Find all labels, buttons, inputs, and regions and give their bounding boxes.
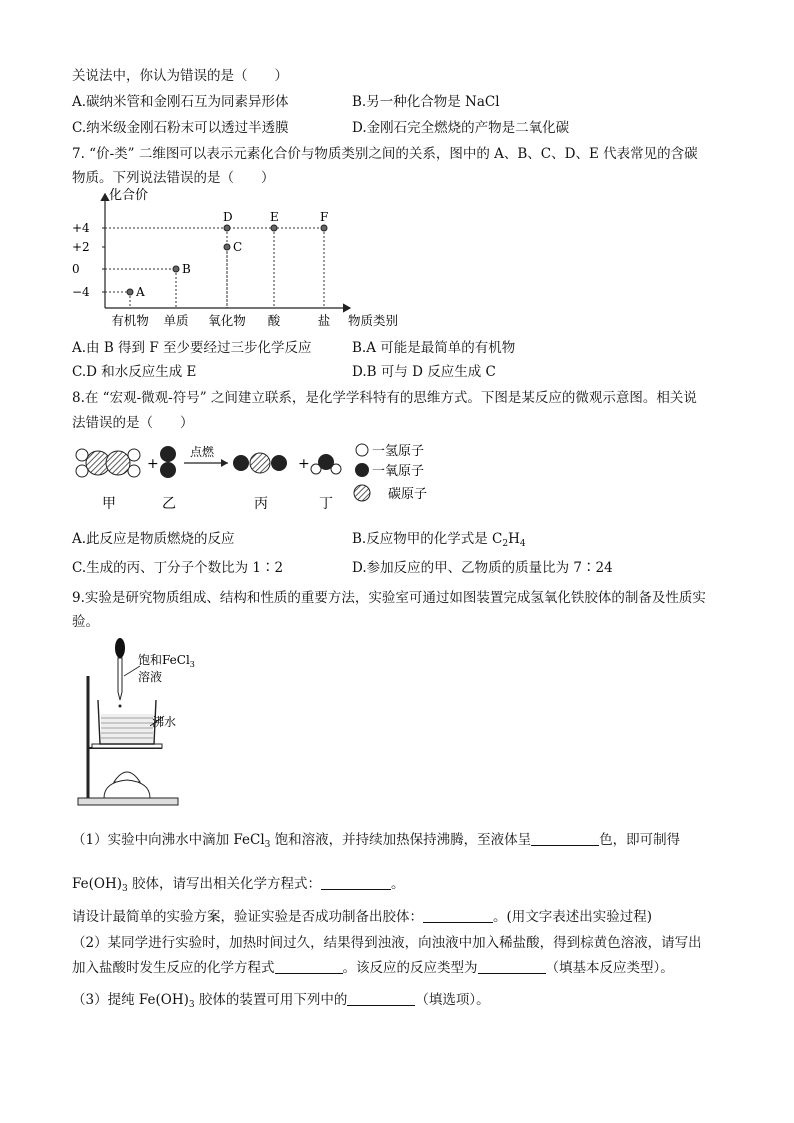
label-boiling-water: 沸水 [152, 715, 177, 729]
q7-option-b: B.A 可能是最简单的有机物 [352, 340, 516, 356]
q8-option-b: B.反应物甲的化学式是 $C_2H_4$ [352, 531, 526, 549]
q9-sub1-line2: $Fe(OH)_3$ 胶体，请写出相关化学方程式： 。 [72, 876, 405, 894]
label-fecl3: 饱和FeCl$_3$ [138, 653, 195, 669]
q7-option-d: D.B 可与 D 反应生成 C [352, 364, 496, 380]
answer-blank-verify[interactable] [423, 908, 493, 923]
q7-option-c: C.D 和水反应生成 E [72, 364, 197, 380]
molecule-bing [233, 453, 287, 473]
q9-stem-line2: 验。 [72, 614, 99, 630]
dropper-bulb [115, 638, 125, 658]
legend-hydrogen: 一氢原子 [372, 444, 425, 459]
q8-option-a: A.此反应是物质燃烧的反应 [72, 531, 235, 547]
x-category-label: 有机物 [111, 313, 149, 328]
q6-option-a: A.碳纳米管和金刚石互为同素异形体 [72, 94, 289, 110]
point-c [224, 244, 230, 250]
answer-blank-color[interactable] [531, 831, 599, 846]
molecule-jia [76, 449, 140, 477]
answer-blank-hcl-equation[interactable] [275, 959, 343, 974]
q8-option-c: C.生成的丙、丁分子个数比为 1∶2 [72, 560, 284, 576]
y-axis-label: 化合价 [109, 188, 149, 203]
point-e [271, 225, 277, 231]
label-jia: 甲 [102, 496, 116, 512]
x-category-label: 氧化物 [208, 313, 246, 328]
legend-carbon: 碳原子 [388, 487, 428, 502]
dropper-tube [118, 658, 122, 700]
point-label: C [233, 240, 243, 254]
legend-oxygen: 一氧原子 [372, 464, 425, 479]
point-label: B [182, 262, 191, 276]
q6-option-b: B.另一种化合物是 NaCl [352, 94, 500, 110]
alcohol-lamp [104, 780, 150, 798]
q9-stem-line1: 9.实验是研究物质组成、结构和性质的重要方法，实验室可通过如图装置完成氢氧化铁胶体的制备及性质实 [72, 590, 706, 606]
point-label: F [320, 210, 329, 224]
label-yi: 乙 [162, 496, 176, 512]
y-tick-label: +2 [72, 240, 90, 254]
q8-stem-line1: 8.在 “宏观-微观-符号” 之间建立联系，是化学学科特有的思维方式。下图是某反应的微观示意图。相关说 [72, 390, 697, 406]
colloid-apparatus-figure [70, 636, 230, 812]
x-category-label: 盐 [317, 313, 331, 328]
q8-option-d: D.参加反应的甲、乙物质的质量比为 7∶24 [352, 560, 613, 576]
label-bing: 丙 [254, 496, 268, 512]
drop-icon [119, 705, 122, 708]
stand-base [78, 798, 178, 805]
q9-sub1-line1: （1）实验中向沸水中滴加 FeCl$_3$ 饱和溶液，并持续加热保持沸腾，至液体呈 色，即可制得 [72, 832, 681, 850]
reaction-condition: 点燃 [190, 445, 215, 459]
point-b [173, 266, 179, 272]
q7-stem-line1: 7. “价-类” 二维图可以表示元素化合价与物质类别之间的关系，图中的 A、B、C、D、E 代表常见的含碳 [72, 146, 698, 162]
point-label: D [223, 210, 233, 224]
q9-sub2-line1: （2）某同学进行实验时，加热时间过久，结果得到浊液，向浊液中加入稀盐酸，得到棕黄色溶液，请写出 [72, 935, 702, 951]
q7-stem-line2: 物质。下列说法错误的是（ ） [72, 170, 275, 186]
molecule-yi [160, 446, 176, 478]
arrow-head-icon [221, 459, 228, 467]
q6-option-d: D.金刚石完全燃烧的产物是二氧化碳 [352, 120, 570, 136]
answer-blank-equation[interactable] [321, 875, 391, 890]
point-label: E [270, 210, 279, 224]
x-category-label: 单质 [163, 313, 189, 328]
y-tick-label: −4 [72, 285, 90, 299]
q9-sub1-line3: 请设计最简单的实验方案，验证实验是否成功制备出胶体： 。(用文字表述出实验过程) [72, 909, 653, 925]
q9-sub3: （3）提纯 $Fe(OH)_3$ 胶体的装置可用下列中的 （填选项）。 [72, 992, 490, 1010]
label-ding: 丁 [319, 496, 333, 512]
point-label: A [136, 285, 145, 299]
plus-sign: + [298, 456, 310, 472]
q6-option-c: C.纳米级金刚石粉末可以透过半透膜 [72, 120, 289, 136]
q7-option-a: A.由 B 得到 F 至少要经过三步化学反应 [72, 340, 312, 356]
q9-sub2-line2: 加入盐酸时发生反应的化学方程式 。该反应的反应类型为 （填基本反应类型）。 [72, 960, 674, 976]
legend [354, 444, 427, 502]
plus-sign: + [147, 456, 159, 472]
answer-blank-purify[interactable] [347, 991, 415, 1006]
label-solution: 溶液 [138, 670, 163, 684]
q6-stem: 关说法中，你认为错误的是（ ） [72, 68, 288, 84]
x-category-label: 酸 [267, 313, 281, 328]
y-tick-label: 0 [72, 262, 80, 276]
q8-stem-line2: 法错误的是（ ） [72, 415, 194, 431]
valence-category-chart [70, 186, 420, 332]
answer-blank-reaction-type[interactable] [478, 959, 546, 974]
x-axis-label: 物质类别 [348, 313, 399, 328]
point-f [321, 225, 327, 231]
molecule-ding [311, 454, 341, 474]
point-d [224, 225, 230, 231]
point-a [127, 289, 133, 295]
y-tick-label: +4 [72, 221, 90, 235]
reaction-micro-diagram [70, 436, 450, 518]
